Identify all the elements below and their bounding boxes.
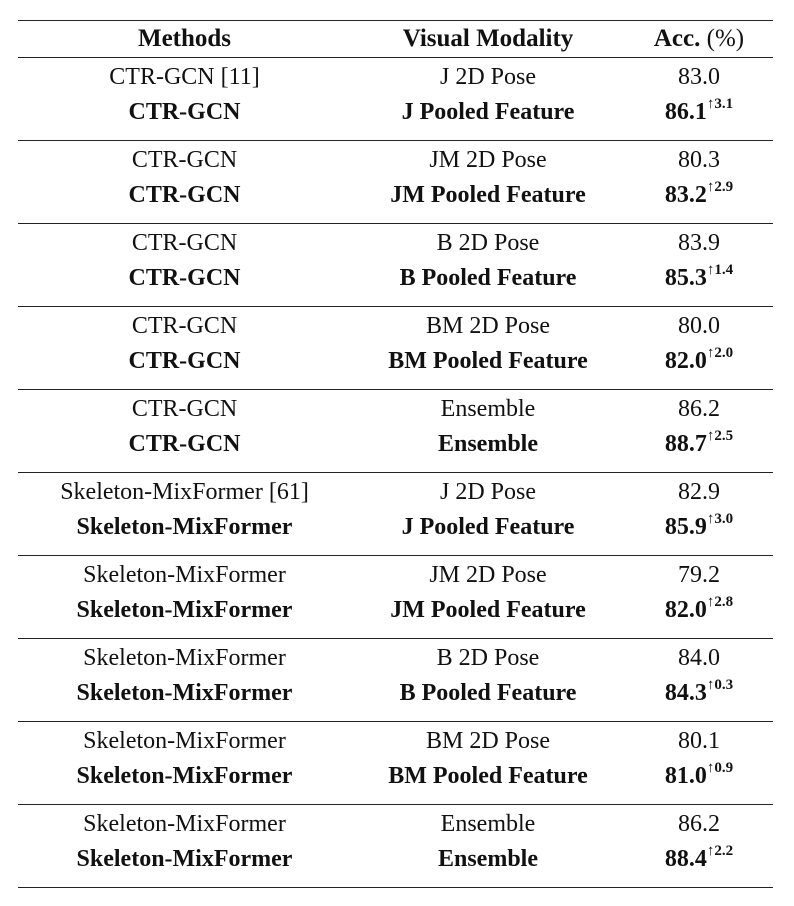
table-row (18, 60, 773, 95)
accuracy-gain: ↑0.9 (706, 760, 734, 776)
table-row (18, 807, 773, 842)
modality-cell: Ensemble (440, 811, 536, 837)
accuracy-value: 82.9 (678, 479, 720, 505)
accuracy-value: 83.9 (678, 230, 720, 256)
accuracy-value: 88.7 (664, 431, 707, 457)
modality-cell: J 2D Pose (439, 479, 536, 505)
table-group (18, 307, 773, 389)
accuracy-cell (625, 313, 773, 340)
accuracy-value: 81.0 (664, 763, 707, 789)
table-group (18, 722, 773, 804)
accuracy-gain: ↑1.4 (706, 262, 734, 278)
header-methods: Methods (137, 25, 232, 52)
method-cell: CTR-GCN (128, 431, 241, 457)
method-cell: Skeleton-MixFormer (83, 645, 286, 671)
table-row (18, 676, 773, 711)
accuracy-value: 82.0 (664, 348, 707, 374)
accuracy-gain: ↑2.8 (706, 594, 734, 610)
accuracy-cell (625, 677, 773, 707)
header-acc-unit: (%) (706, 25, 745, 52)
modality-cell: BM Pooled Feature (388, 763, 588, 789)
table-row (18, 759, 773, 794)
accuracy-value: 83.0 (678, 64, 720, 90)
accuracy-value: 80.1 (678, 728, 720, 754)
table-row (18, 724, 773, 759)
method-cell: CTR-GCN [11] (109, 64, 260, 90)
table-group (18, 390, 773, 472)
accuracy-value: 85.3 (664, 265, 707, 291)
table-row (18, 261, 773, 296)
accuracy-cell (625, 843, 773, 873)
accuracy-cell (625, 230, 773, 257)
accuracy-value: 80.0 (678, 313, 720, 339)
method-cell: CTR-GCN (128, 182, 241, 208)
modality-cell: BM 2D Pose (425, 728, 551, 754)
accuracy-cell (625, 179, 773, 209)
table-group (18, 141, 773, 223)
method-cell: Skeleton-MixFormer (83, 728, 286, 754)
modality-cell: Ensemble (437, 846, 538, 872)
accuracy-cell (625, 511, 773, 541)
results-table (18, 20, 773, 888)
accuracy-value: 82.0 (664, 597, 707, 623)
table-row (18, 226, 773, 261)
modality-cell: B 2D Pose (436, 230, 540, 256)
method-cell: Skeleton-MixFormer (83, 562, 286, 588)
table-row (18, 392, 773, 427)
accuracy-gain: ↑2.5 (706, 428, 734, 444)
method-cell: Skeleton-MixFormer [61] (60, 479, 309, 505)
table-row (18, 427, 773, 462)
modality-cell: BM 2D Pose (425, 313, 551, 339)
modality-cell: B Pooled Feature (399, 265, 577, 291)
accuracy-value: 83.2 (664, 182, 707, 208)
accuracy-gain: ↑0.3 (706, 677, 734, 693)
accuracy-cell (625, 562, 773, 589)
accuracy-value: 79.2 (678, 562, 720, 588)
header-modality: Visual Modality (402, 25, 574, 52)
table-group (18, 556, 773, 638)
table-header (18, 21, 773, 57)
accuracy-cell (625, 479, 773, 506)
modality-cell: B Pooled Feature (399, 680, 577, 706)
accuracy-cell (625, 262, 773, 292)
method-cell: Skeleton-MixFormer (76, 514, 293, 540)
modality-cell: Ensemble (440, 396, 536, 422)
table-row (18, 842, 773, 877)
accuracy-cell (625, 645, 773, 672)
accuracy-cell (625, 428, 773, 458)
table-row (18, 309, 773, 344)
modality-cell: J Pooled Feature (401, 99, 575, 125)
table-row (18, 178, 773, 213)
table-row (18, 558, 773, 593)
method-cell: CTR-GCN (131, 230, 238, 256)
table-body (18, 58, 773, 888)
accuracy-cell (625, 760, 773, 790)
accuracy-value: 86.2 (678, 396, 720, 422)
accuracy-cell (625, 728, 773, 755)
modality-cell: J Pooled Feature (401, 514, 575, 540)
table-row (18, 143, 773, 178)
modality-cell: JM 2D Pose (429, 147, 547, 173)
modality-cell: JM Pooled Feature (390, 182, 586, 208)
accuracy-value: 84.0 (678, 645, 720, 671)
table-row (18, 95, 773, 130)
table-group (18, 224, 773, 306)
table-row (18, 344, 773, 379)
modality-cell: J 2D Pose (439, 64, 536, 90)
accuracy-gain: ↑2.2 (706, 843, 734, 859)
group-rule (18, 887, 773, 888)
table-group (18, 58, 773, 140)
table-row (18, 475, 773, 510)
table-group (18, 473, 773, 555)
header-accuracy (625, 25, 773, 53)
method-cell: CTR-GCN (128, 348, 241, 374)
accuracy-value: 85.9 (664, 514, 707, 540)
accuracy-value: 86.2 (678, 811, 720, 837)
header-acc-label: Acc. (653, 25, 701, 52)
accuracy-value: 88.4 (664, 846, 707, 872)
accuracy-value: 80.3 (678, 147, 720, 173)
method-cell: Skeleton-MixFormer (76, 597, 293, 623)
method-cell: CTR-GCN (128, 99, 241, 125)
accuracy-gain: ↑3.1 (706, 96, 734, 112)
table-row (18, 641, 773, 676)
accuracy-cell (625, 147, 773, 174)
table-group (18, 805, 773, 887)
accuracy-gain: ↑2.0 (706, 345, 734, 361)
accuracy-value: 86.1 (664, 99, 707, 125)
modality-cell: B 2D Pose (436, 645, 540, 671)
accuracy-cell (625, 96, 773, 126)
method-cell: Skeleton-MixFormer (83, 811, 286, 837)
method-cell: Skeleton-MixFormer (76, 846, 293, 872)
accuracy-value: 84.3 (664, 680, 707, 706)
accuracy-cell (625, 811, 773, 838)
method-cell: Skeleton-MixFormer (76, 680, 293, 706)
accuracy-cell (625, 64, 773, 91)
table-group (18, 639, 773, 721)
accuracy-gain: ↑2.9 (706, 179, 734, 195)
method-cell: CTR-GCN (131, 396, 238, 422)
method-cell: CTR-GCN (128, 265, 241, 291)
method-cell: Skeleton-MixFormer (76, 763, 293, 789)
accuracy-cell (625, 396, 773, 423)
modality-cell: BM Pooled Feature (388, 348, 588, 374)
method-cell: CTR-GCN (131, 147, 238, 173)
accuracy-cell (625, 594, 773, 624)
table-row (18, 510, 773, 545)
method-cell: CTR-GCN (131, 313, 238, 339)
table-row (18, 593, 773, 628)
modality-cell: JM Pooled Feature (390, 597, 586, 623)
accuracy-gain: ↑3.0 (706, 511, 734, 527)
accuracy-cell (625, 345, 773, 375)
modality-cell: JM 2D Pose (429, 562, 547, 588)
modality-cell: Ensemble (437, 431, 538, 457)
